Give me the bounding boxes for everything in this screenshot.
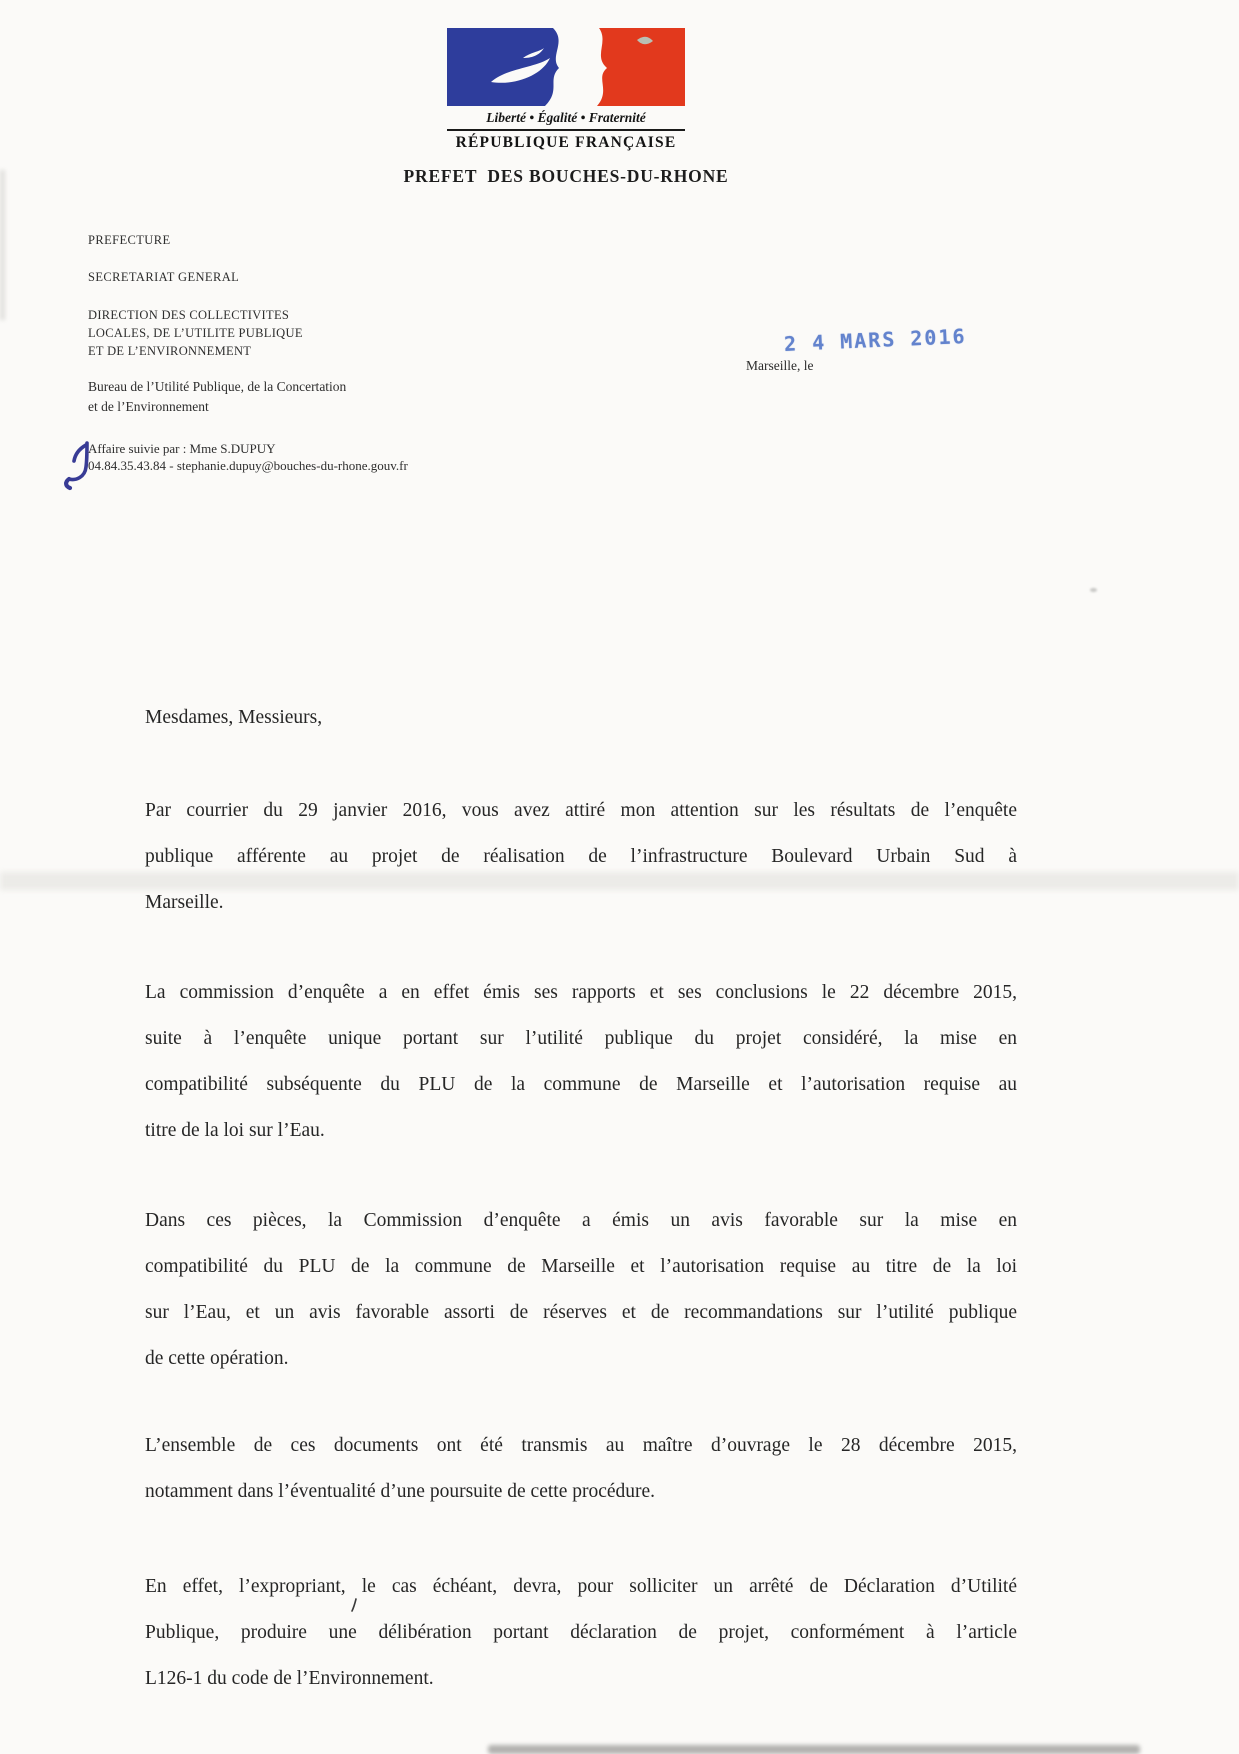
paragraph-2-line: compatibilité subséquente du PLU de la commune de Marseille et l’autorisation requise au <box>145 1074 1017 1095</box>
paragraph-2-line: titre de la loi sur l’Eau. <box>145 1120 325 1141</box>
contact-phone-email: 04.84.35.43.84 - stephanie.dupuy@bouches-du-rhone.gouv.fr <box>88 457 408 473</box>
contact-block <box>88 441 408 474</box>
salutation: Mesdames, Messieurs, <box>145 707 323 728</box>
paragraph-4 <box>145 1423 1017 1515</box>
pen-comma-mark-icon <box>350 1597 360 1613</box>
paragraph-1-line: Marseille. <box>145 892 224 913</box>
paragraph-2-line: suite à l’enquête unique portant sur l’utilité publique du projet considéré, la mise en <box>145 1028 1017 1049</box>
bureau-line-1: Bureau de l’Utilité Publique, de la Concertation <box>88 379 347 394</box>
paragraph-5-line: L126-1 du code de l’Environnement. <box>145 1668 434 1689</box>
paragraph-3-line: de cette opération. <box>145 1348 289 1369</box>
scan-artifact-bottom-smudge <box>488 1745 1140 1754</box>
paragraph-5 <box>145 1564 1017 1702</box>
scan-artifact-speck <box>1090 588 1097 592</box>
paragraph-5-line: Publique, produire une délibération portant déclaration de projet, conformément à l’article <box>145 1622 1017 1643</box>
prefecture-label: PREFECTURE <box>88 233 171 247</box>
paragraph-1-line: publique afférente au projet de réalisation de l’infrastructure Boulevard Urbain Sud à <box>145 846 1017 867</box>
republic-name: RÉPUBLIQUE FRANÇAISE <box>455 134 677 151</box>
paragraph-4-line: notamment dans l’éventualité d’une poursuite de cette procédure. <box>145 1481 656 1502</box>
secretariat-label: SECRETARIAT GENERAL <box>88 270 240 284</box>
paragraph-4-line: L’ensemble de ces documents ont été transmis au maître d’ouvrage le 28 décembre 2015, <box>145 1435 1017 1456</box>
direction-label <box>88 306 346 360</box>
marianne-logo-icon <box>447 28 685 106</box>
paragraph-1 <box>145 788 1017 926</box>
direction-line-2: LOCALES, DE L’UTILITE PUBLIQUE <box>88 326 303 340</box>
motto: Liberté • Égalité • Fraternité <box>486 110 646 125</box>
paragraph-1-line: Par courrier du 29 janvier 2016, vous avez attiré mon attention sur les résultats de l’enquête <box>145 800 1017 821</box>
contact-person: Affaire suivie par : Mme S.DUPUY <box>88 441 276 456</box>
letterhead <box>447 28 685 152</box>
paragraph-2-line: La commission d’enquête a en effet émis ses rapports et ses conclusions le 22 décembre 2015, <box>145 982 1017 1003</box>
paragraph-3 <box>145 1198 1017 1382</box>
paragraph-2 <box>145 970 1017 1154</box>
scan-artifact-edge-streak <box>0 170 5 320</box>
bureau-line-2: et de l’Environnement <box>88 399 209 414</box>
paragraph-5-line: En effet, l’expropriant, le cas échéant, devra, pour solliciter un arrêté de Déclaration d’Utilité <box>145 1576 1017 1597</box>
date-stamp: 2 4 MARS 2016 <box>783 324 967 356</box>
sender-block <box>88 233 346 417</box>
paragraph-3-line: Dans ces pièces, la Commission d’enquête a émis un avis favorable sur la mise en <box>145 1210 1017 1231</box>
direction-line-1: DIRECTION DES COLLECTIVITES <box>88 308 290 322</box>
bureau-label <box>88 377 346 417</box>
paragraph-3-line: sur l’Eau, et un avis favorable assorti de réserves et de recommandations sur l’utilité publique <box>145 1302 1017 1323</box>
letterhead-rule <box>447 129 685 131</box>
place-date-label: Marseille, le <box>746 358 814 373</box>
prefet-title: PREFET DES BOUCHES-DU-RHONE <box>403 166 729 186</box>
direction-line-3: ET DE L’ENVIRONNEMENT <box>88 344 252 358</box>
paragraph-3-line: compatibilité du PLU de la commune de Marseille et l’autorisation requise au titre de la loi <box>145 1256 1017 1277</box>
